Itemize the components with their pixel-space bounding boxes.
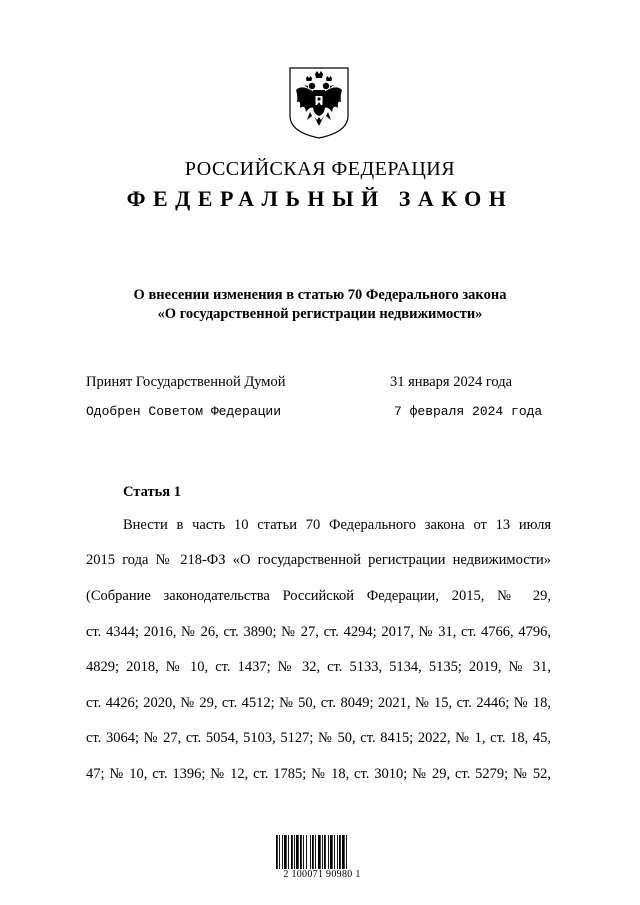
barcode-bar [296, 835, 299, 869]
coat-of-arms-emblem [288, 66, 350, 140]
article-text-line: Внести в часть 10 статьи 70 Федерального закона от 13 июля [123, 517, 551, 533]
barcode-bar [303, 835, 304, 869]
barcode-bar [330, 835, 333, 869]
country-heading: РОССИЙСКАЯ ФЕДЕРАЦИЯ [184, 158, 456, 180]
law-type-heading: ФЕДЕРАЛЬНЫЙ ЗАКОН [126, 186, 514, 211]
article-heading: Статья 1 [123, 484, 181, 500]
barcode-bar [315, 835, 316, 869]
law-title-line: О внесении изменения в статью 70 Федерального закона [133, 287, 507, 303]
barcode-bar [288, 835, 289, 869]
barcode-bar [279, 835, 280, 869]
barcode-bar [339, 835, 341, 869]
article-text-line: 47; № 10, ст. 1396; № 12, ст. 1785; № 18, ст. 3010; № 29, ст. 5279; № 52, [86, 766, 551, 782]
council-approval-label: Одобрен Советом Федерации [86, 404, 282, 419]
law-title [0, 286, 640, 324]
barcode-number: 2 100071 90980 1 [283, 869, 361, 880]
duma-adoption-date: 31 января 2024 года [390, 374, 513, 390]
barcode-bar [284, 835, 287, 869]
barcode-bar [276, 835, 278, 869]
barcode-bar [312, 835, 314, 869]
law-title-line: «О государственной регистрации недвижимости» [157, 306, 483, 322]
barcode-bar [342, 835, 345, 869]
barcode-bar [294, 835, 295, 869]
barcode-bar [322, 835, 323, 869]
barcode-bar [346, 835, 347, 869]
article-text-line: ст. 4426; 2020, № 29, ст. 4512; № 50, ст. 8049; 2021, № 15, ст. 2446; № 18, [86, 695, 551, 711]
barcode-bar [337, 835, 338, 869]
article-text-line: ст. 4344; 2016, № 26, ст. 3890; № 27, ст. 4294; 2017, № 31, ст. 4766, 4796, [86, 624, 551, 640]
barcode-bar [318, 835, 321, 869]
article-text-line: ст. 3064; № 27, ст. 5054, 5103, 5127; № 50, ст. 8415; 2022, № 1, ст. 18, 45, [86, 730, 551, 746]
barcode-bar [291, 835, 293, 869]
article-text-line: 2015 года № 218-ФЗ «О государственной регистрации недвижимости» [86, 552, 551, 568]
barcode [276, 835, 366, 869]
article-text-line: 4829; 2018, № 10, ст. 1437; № 32, ст. 5133, 5134, 5135; 2019, № 31, [86, 659, 551, 675]
barcode-bar [324, 835, 326, 869]
barcode-bar [334, 835, 335, 869]
barcode-bar [328, 835, 329, 869]
barcode-bar [310, 835, 311, 869]
duma-adoption-label: Принят Государственной Думой [86, 374, 286, 390]
barcode-bar [282, 835, 283, 869]
barcode-bar [300, 835, 302, 869]
article-text-line: (Собрание законодательства Российской Федерации, 2015, № 29, [86, 588, 551, 604]
barcode-bar [306, 835, 307, 869]
council-approval-date: 7 февраля 2024 года [394, 404, 543, 419]
